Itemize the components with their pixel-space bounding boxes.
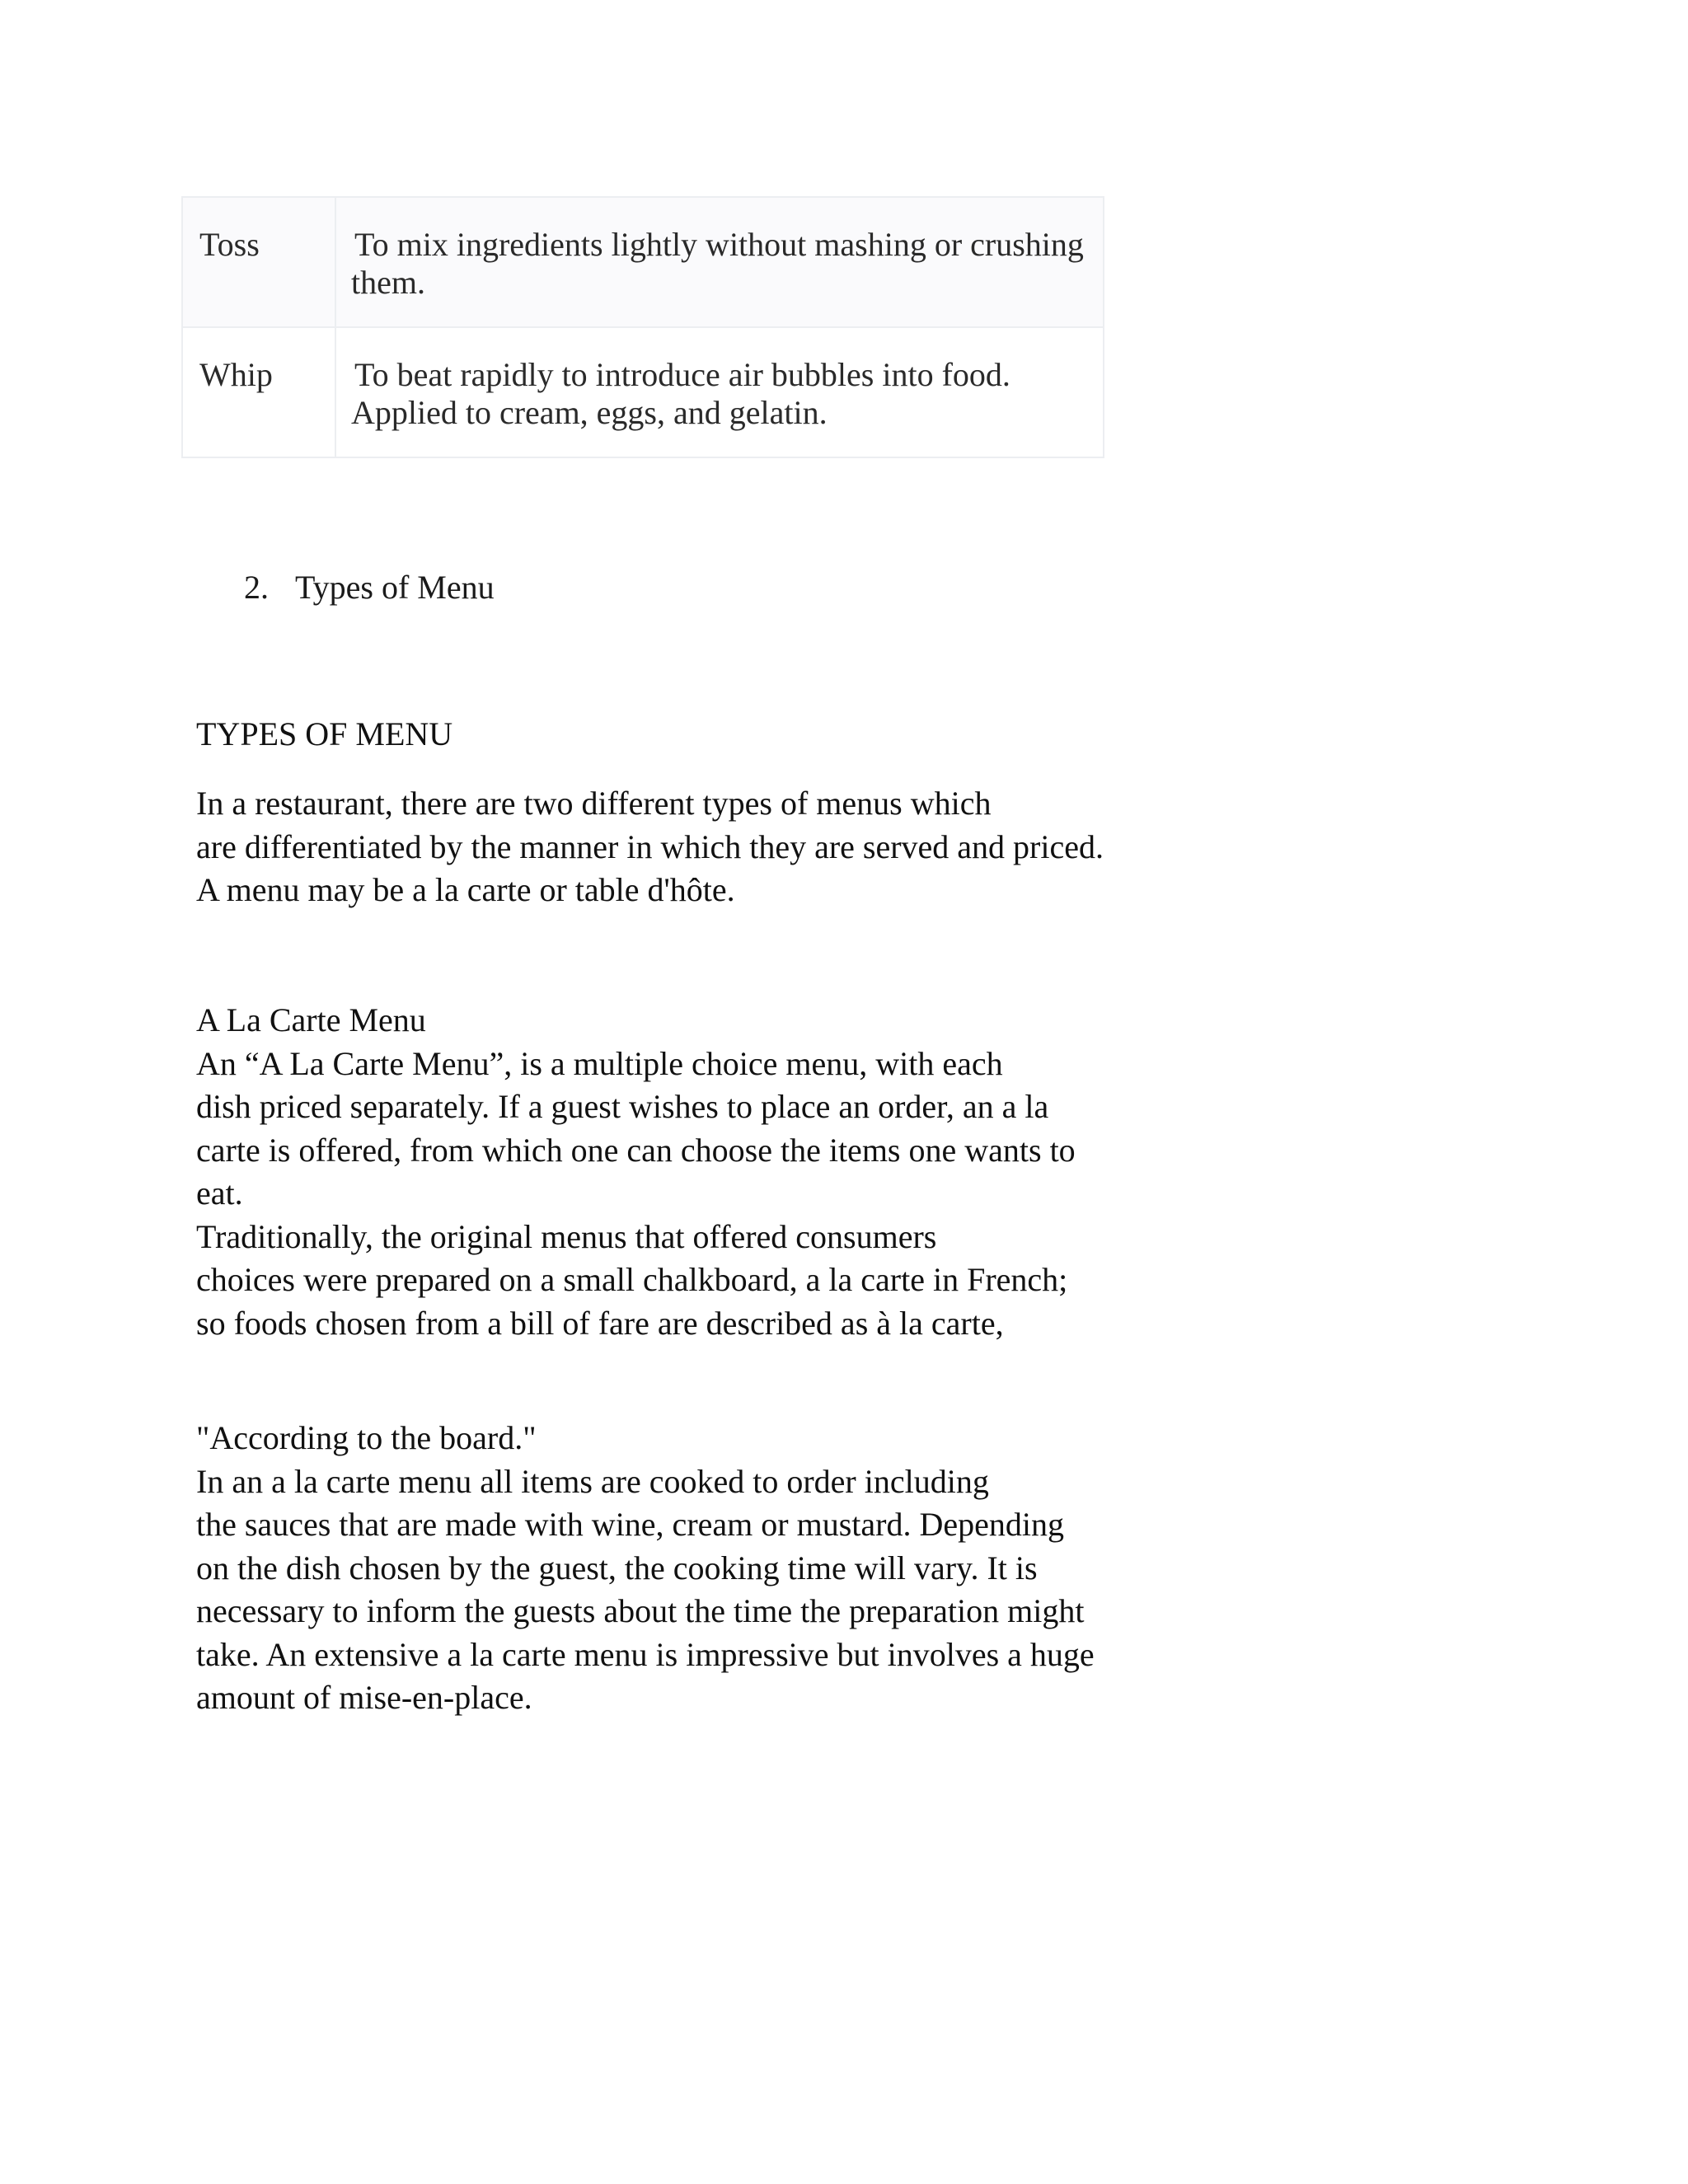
text-line: A menu may be a la carte or table d'hôte.: [196, 871, 735, 908]
text-line: the sauces that are made with wine, cream or mustard. Depending: [196, 1506, 1064, 1543]
text-line: In a restaurant, there are two different types of menus which: [196, 785, 992, 822]
term-cell: Whip: [182, 327, 335, 457]
text-line: eat.: [196, 1174, 243, 1212]
section-number: 2.: [244, 569, 269, 606]
table-row: [182, 327, 1104, 457]
text-line: on the dish chosen by the guest, the cooking time will vary. It is: [196, 1549, 1038, 1586]
definition-line: Applied to cream, eggs, and gelatin.: [351, 394, 828, 431]
text-line: dish priced separately. If a guest wishes to place an order, an a la: [196, 1088, 1049, 1125]
text-line: necessary to inform the guests about the time the preparation might: [196, 1592, 1085, 1629]
subheading: A La Carte Menu: [196, 1001, 426, 1038]
text-line: take. An extensive a la carte menu is impressive but involves a huge: [196, 1635, 1095, 1673]
definition-line: them.: [351, 264, 425, 301]
glossary-table: [181, 196, 1104, 458]
text-line: so foods chosen from a bill of fare are described as à la carte,: [196, 1304, 1004, 1342]
text-line: "According to the board.": [196, 1419, 537, 1456]
a-la-carte-paragraph: [196, 999, 1076, 1345]
board-paragraph: [196, 1417, 1095, 1720]
numbered-section-heading: [244, 569, 495, 607]
text-line: are differentiated by the manner in which they are served and priced.: [196, 827, 1104, 865]
text-line: Traditionally, the original menus that offered consumers: [196, 1217, 937, 1255]
definition-line: To beat rapidly to introduce air bubbles into food.: [354, 356, 1010, 393]
table-row: [182, 197, 1104, 327]
text-line: carte is offered, from which one can choose the items one wants to: [196, 1131, 1076, 1169]
section-title: Types of Menu: [295, 569, 495, 606]
definition-cell: [335, 197, 1104, 327]
intro-paragraph: [196, 782, 1104, 912]
text-line: choices were prepared on a small chalkboard, a la carte in French;: [196, 1261, 1068, 1298]
text-line: An “A La Carte Menu”, is a multiple choice menu, with each: [196, 1044, 1003, 1082]
term-cell: Toss: [182, 197, 335, 327]
definition-line: To mix ingredients lightly without mashing or crushing: [354, 226, 1084, 263]
text-line: In an a la carte menu all items are cooked to order including: [196, 1462, 989, 1500]
definition-cell: [335, 327, 1104, 457]
text-line: amount of mise-en-place.: [196, 1679, 532, 1716]
page-heading: TYPES OF MENU: [196, 715, 453, 752]
